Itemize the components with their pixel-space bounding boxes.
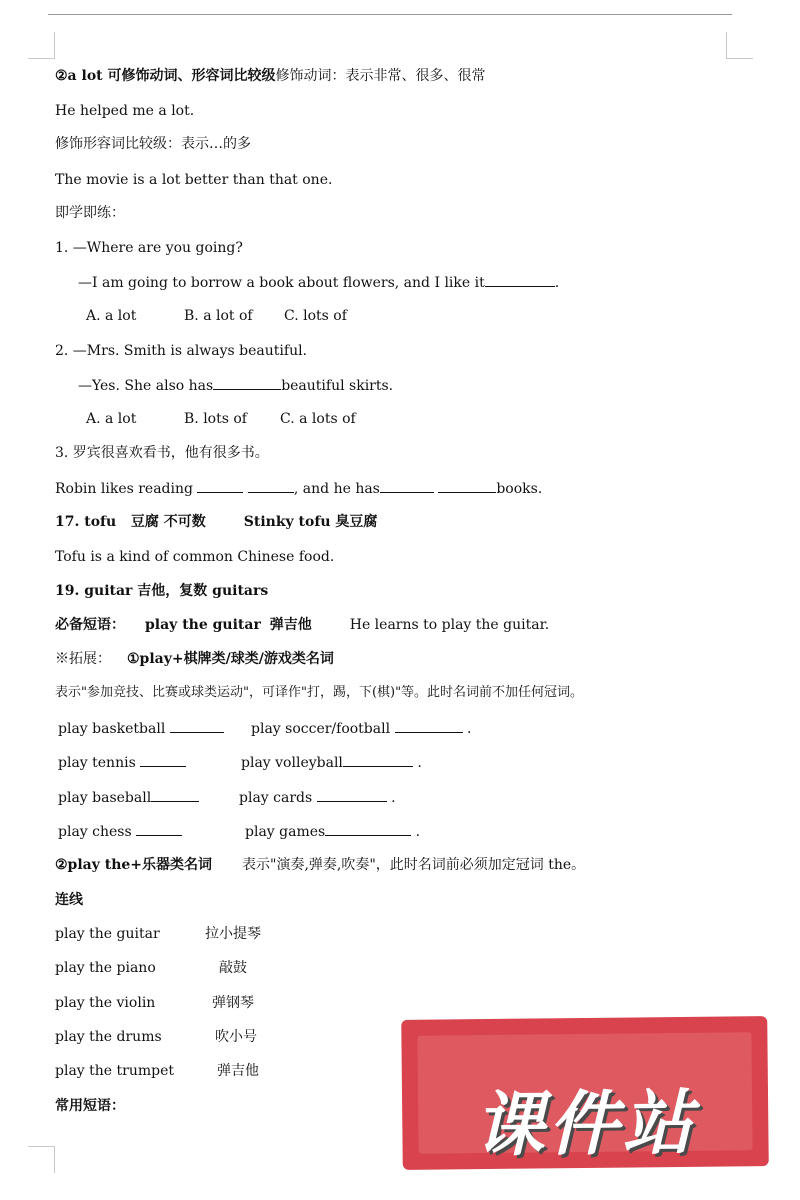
crop-mark-bottom-left [28, 1146, 55, 1173]
usage-note: 修饰形容词比较级：表示…的多 [55, 136, 251, 152]
match-left-item[interactable]: play the drums [55, 1029, 162, 1045]
play-item: play basketball [58, 718, 224, 739]
answer-blank[interactable] [325, 821, 411, 836]
match-right-item[interactable]: 敲鼓 [219, 960, 247, 976]
example-sentence: The movie is a lot better than that one. [55, 172, 333, 188]
question-1-answer: —I am going to borrow a book about flowers, and I like it . [78, 272, 559, 293]
answer-blank[interactable] [395, 718, 463, 733]
common-phrases-heading: 常用短语： [55, 1098, 125, 1114]
word-17-tofu: 17. tofu 豆腐 不可数 Stinky tofu 臭豆腐 [55, 514, 378, 530]
match-right-item[interactable]: 弹吉他 [217, 1063, 259, 1079]
q2-option-b: B. lots of [184, 411, 247, 427]
play-item: play cards . [239, 787, 396, 808]
match-right-item[interactable]: 吹小号 [215, 1029, 257, 1045]
match-left-item[interactable]: play the guitar [55, 926, 160, 942]
play-item: play games . [245, 821, 420, 842]
header-rule [48, 14, 732, 15]
match-left-item[interactable]: play the violin [55, 995, 156, 1011]
word-19-guitar: 19. guitar 吉他，复数 guitars [55, 583, 269, 599]
watermark-stamp [401, 1016, 769, 1170]
match-right-item[interactable]: 弹钢琴 [212, 995, 254, 1011]
question-2: 2. —Mrs. Smith is always beautiful. [55, 343, 308, 359]
example-sentence: Tofu is a kind of common Chinese food. [55, 549, 335, 565]
stamp-logo-text: 课件站 [473, 1081, 697, 1167]
answer-blank[interactable] [136, 821, 182, 836]
matching-title: 连线 [55, 892, 83, 908]
play-item: play tennis [58, 752, 186, 773]
answer-blank[interactable] [343, 752, 413, 767]
play-item: play baseball [58, 787, 199, 808]
answer-blank[interactable] [485, 272, 555, 287]
play-item: play volleyball . [241, 752, 422, 773]
answer-blank[interactable] [213, 375, 281, 390]
question-3-answer: Robin likes reading , and he has books. [55, 478, 542, 499]
answer-blank[interactable] [438, 478, 496, 493]
question-2-answer: —Yes. She also has beautiful skirts. [78, 375, 393, 396]
match-left-item[interactable]: play the trumpet [55, 1063, 175, 1079]
play-item: play soccer/football . [251, 718, 471, 739]
q1-option-b: B. a lot of [184, 308, 253, 324]
example-sentence: He helped me a lot. [55, 103, 195, 119]
question-3: 3. 罗宾很喜欢看书，他有很多书。 [55, 445, 269, 461]
q2-option-c: C. a lots of [280, 411, 356, 427]
stamp-inner [417, 1032, 752, 1167]
match-right-item[interactable]: 拉小提琴 [205, 926, 261, 942]
extension-heading: ※拓展： ①play+棋牌类/球类/游戏类名词 [55, 651, 334, 667]
answer-blank[interactable] [317, 787, 387, 802]
q1-option-c: C. lots of [284, 308, 347, 324]
section-a-lot-heading: ②a lot 可修饰动词、形容词比较级修饰动词：表示非常、很多、很常 [55, 68, 486, 84]
answer-blank[interactable] [248, 478, 294, 493]
q1-option-a: A. a lot [86, 308, 137, 324]
q2-option-a: A. a lot [86, 411, 137, 427]
rule-1-description: 表示"参加竞技、比赛或球类运动"，可译作"打，踢，下(棋)"等。此时名词前不加任何冠词。 [55, 685, 584, 700]
rule-2: ②play the+乐器类名词 表示"演奏,弹奏,吹奏"，此时名词前必须加定冠词 the。 [55, 857, 586, 873]
crop-mark-top-right [726, 32, 753, 59]
answer-blank[interactable] [197, 478, 243, 493]
answer-blank[interactable] [170, 718, 224, 733]
question-1: 1. —Where are you going? [55, 240, 243, 256]
answer-blank[interactable] [151, 787, 199, 802]
play-item: play chess [58, 821, 182, 842]
match-left-item[interactable]: play the piano [55, 960, 156, 976]
essential-phrase: 必备短语： play the guitar 弹吉他 He learns to play the guitar. [55, 617, 550, 633]
answer-blank[interactable] [140, 752, 186, 767]
practice-heading: 即学即练： [55, 205, 125, 221]
crop-mark-top-left [28, 32, 55, 59]
answer-blank[interactable] [380, 478, 434, 493]
